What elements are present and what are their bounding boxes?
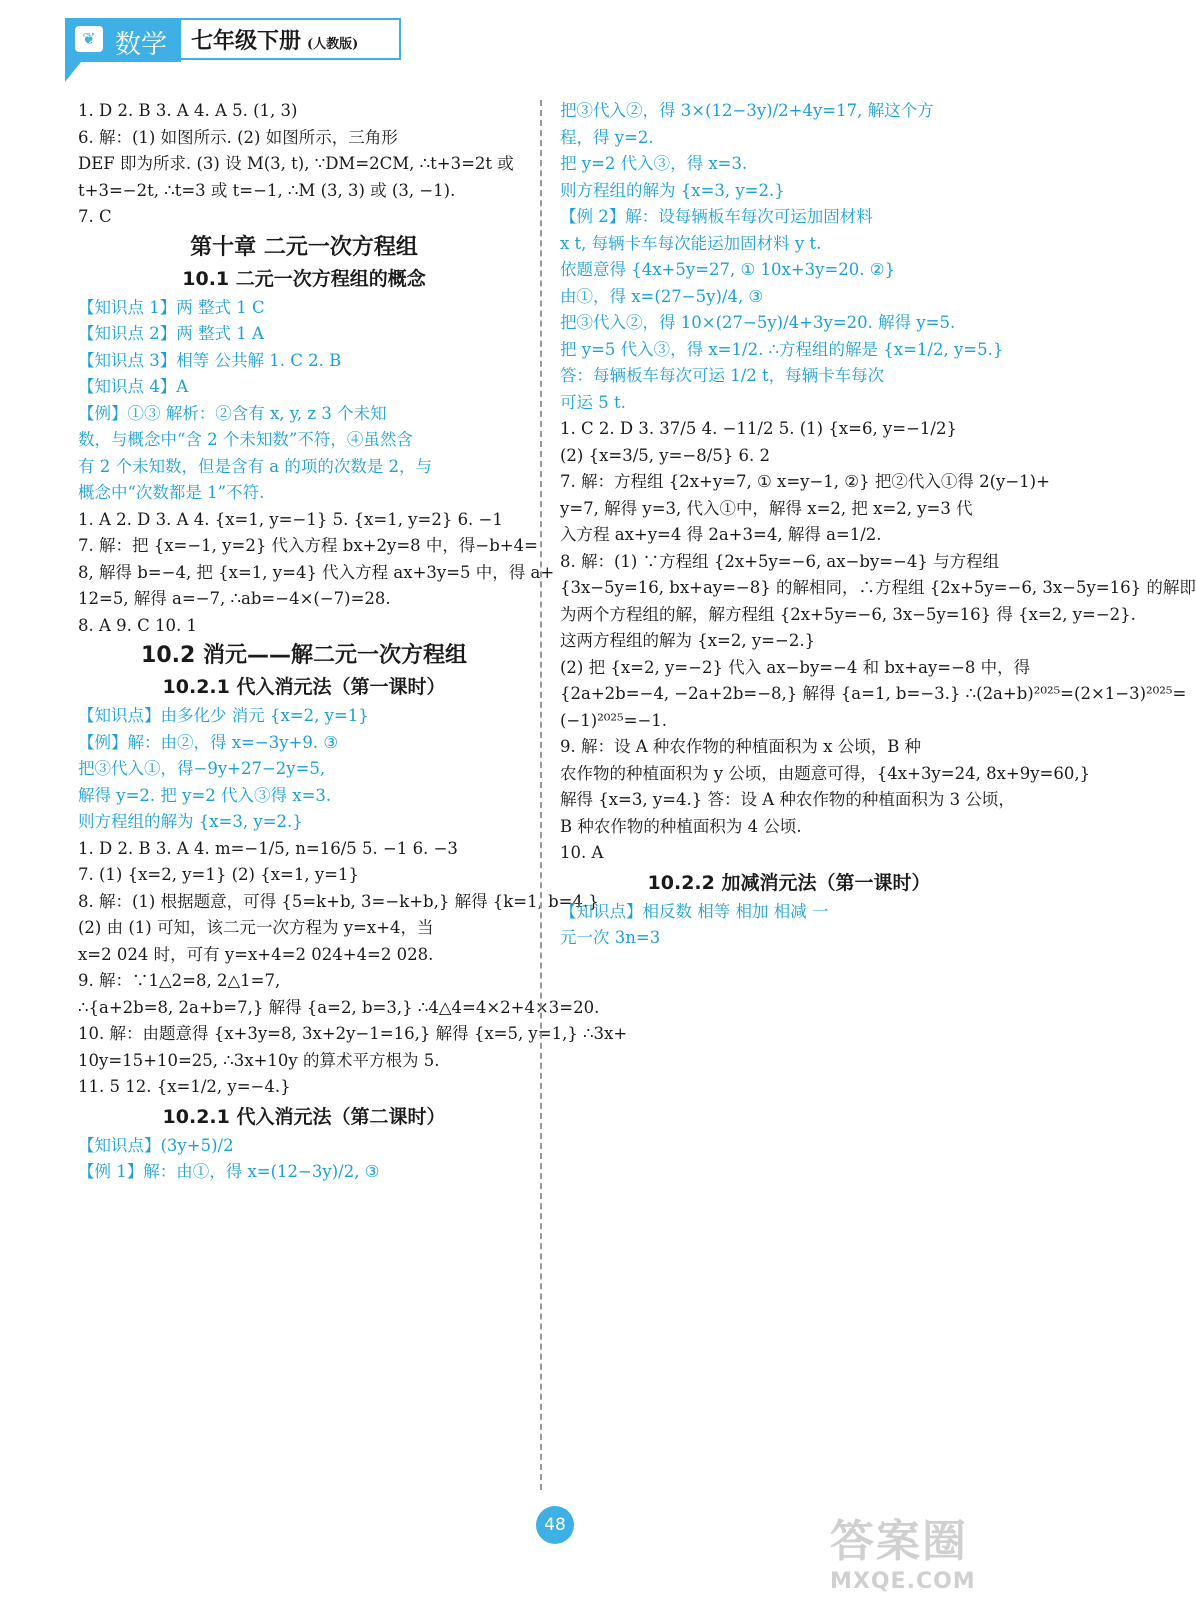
answer-line: 农作物的种植面积为 y 公顷，由题意可得，{4x+3y=24, 8x+9y=60,}	[560, 763, 1091, 783]
answer-line: (2) 把 {x=2, y=−2} 代入 ax−by=−4 和 bx+ay=−8 中，得	[560, 657, 1031, 677]
answer-line: 则方程组的解为 {x=3, y=2.}	[78, 812, 303, 831]
answer-line: 元一次 3n=3	[560, 928, 661, 947]
answer-line: 这两方程组的解为 {x=2, y=−2.}	[560, 631, 816, 650]
answer-line: 解得 {x=3, y=4.} 答：设 A 种农作物的种植面积为 3 公顷，	[560, 790, 1015, 809]
book-title: 七年级下册	[191, 28, 302, 54]
answer-line: 数，与概念中“含 2 个未知数”不符，④虽然含	[78, 430, 413, 449]
answer-line: 【知识点 2】两 整式 1 A	[78, 324, 264, 343]
answer-line: 【知识点】由多化少 消元 {x=2, y=1}	[78, 706, 369, 725]
answer-line: B 种农作物的种植面积为 4 公顷.	[560, 816, 802, 836]
answer-line: 入方程 ax+y=4 得 2a+3=4, 解得 a=1/2.	[560, 525, 882, 544]
answer-line: x=2 024 时，可有 y=x+4=2 024+4=2 028.	[78, 944, 434, 964]
watermark-url: MXQE.COM	[830, 1569, 976, 1594]
answer-line: 程，得 y=2.	[560, 127, 654, 147]
answer-line: 概念中“次数都是 1”不符.	[78, 483, 265, 502]
tab-corner	[65, 62, 81, 82]
answer-line: DEF 即为所求. (3) 设 M(3, t), ∵DM=2CM, ∴t+3=2t 或	[78, 154, 514, 173]
section-heading: 10.2.2 加减消元法（第一课时）	[647, 871, 931, 894]
answer-line: 7. (1) {x=2, y=1} (2) {x=1, y=1}	[78, 865, 359, 884]
answer-line: 答：每辆板车每次可运 1/2 t，每辆卡车每次	[560, 366, 885, 385]
answer-line: 【例 2】解：设每辆板车每次可运加固材料	[560, 207, 873, 226]
answer-line: 可运 5 t.	[560, 392, 626, 412]
answer-line: 8. 解：(1) 根据题意，可得 {5=k+b, 3=−k+b,} 解得 {k=1, b=4.}	[78, 891, 599, 911]
answer-line: 6. 解：(1) 如图所示. (2) 如图所示，三角形	[78, 127, 398, 147]
answer-line: 把③代入①，得−9y+27−2y=5,	[78, 759, 326, 778]
answer-line: 把③代入②，得 10×(27−5y)/4+3y=20. 解得 y=5.	[560, 313, 956, 332]
page-number: 48	[536, 1506, 574, 1544]
answer-line: 把 y=2 代入③，得 x=3.	[560, 154, 748, 173]
answer-line: 【例】解：由②，得 x=−3y+9. ③	[78, 732, 339, 752]
answer-line: 把 y=5 代入③，得 x=1/2. ∴方程组的解是 {x=1/2, y=5.}	[560, 339, 1004, 359]
edition-label: (人教版)	[307, 37, 359, 52]
answer-line: 为两个方程组的解，解方程组 {2x+5y=−6, 3x−5y=16} 得 {x=2, y=−2}.	[560, 604, 1136, 624]
answer-line: 【知识点】(3y+5)/2	[78, 1135, 234, 1155]
watermark-logo: 答案圈	[830, 1516, 968, 1567]
answer-line: 7. 解：方程组 {2x+y=7, ① x=y−1, ②} 把②代入①得 2(y−1)+	[560, 472, 1050, 491]
answer-line: 1. D 2. B 3. A 4. m=−1/5, n=16/5 5. −1 6. −3	[78, 838, 458, 858]
answer-line: 【例】①③ 解析：②含有 x, y, z 3 个未知	[78, 403, 387, 423]
answer-line: 依题意得 {4x+5y=27, ① 10x+3y=20. ②}	[560, 260, 896, 279]
answer-line: 8. 解：(1) ∵方程组 {2x+5y=−6, ax−by=−4} 与方程组	[560, 551, 1000, 571]
answer-line: 1. D 2. B 3. A 4. A 5. (1, 3)	[78, 101, 298, 120]
answer-line: 由①，得 x=(27−5y)/4, ③	[560, 286, 764, 306]
answer-line: 【知识点 3】相等 公共解 1. C 2. B	[78, 350, 342, 370]
answer-line: 7. 解：把 {x=−1, y=2} 代入方程 bx+2y=8 中，得−b+4=	[78, 536, 538, 555]
answer-line: 9. 解：∵1△2=8, 2△1=7,	[78, 971, 281, 990]
answer-line: 【知识点】相反数 相等 相加 相减 一	[560, 901, 829, 921]
answer-line: 10y=15+10=25, ∴3x+10y 的算术平方根为 5.	[78, 1050, 440, 1070]
answer-line: 11. 5 12. {x=1/2, y=−4.}	[78, 1077, 291, 1096]
answer-line: 7. C	[78, 207, 112, 226]
answer-line: 有 2 个未知数，但是含有 a 的项的次数是 2，与	[78, 456, 433, 476]
answer-line: 1. A 2. D 3. A 4. {x=1, y=−1} 5. {x=1, y=2} 6. −1	[78, 509, 503, 529]
answer-line: 1. C 2. D 3. 37/5 4. −11/2 5. (1) {x=6, y=−1/2}	[560, 419, 957, 438]
section-heading: 10.2.1 代入消元法（第二课时）	[162, 1105, 446, 1128]
answer-line: 10. 解：由题意得 {x+3y=8, 3x+2y−1=16,} 解得 {x=5, y=1,} ∴3x+	[78, 1024, 628, 1043]
section-heading: 10.2.1 代入消元法（第一课时）	[162, 676, 446, 698]
answer-line: 10. A	[560, 843, 604, 862]
answer-line: 【知识点 4】A	[78, 377, 189, 396]
answer-line: y=7, 解得 y=3, 代入①中，解得 x=2, 把 x=2, y=3 代	[560, 498, 973, 518]
book-title-box	[181, 18, 401, 60]
answer-line: 12=5, 解得 a=−7, ∴ab=−4×(−7)=28.	[78, 589, 391, 608]
section-heading: 10.1 二元一次方程组的概念	[182, 267, 426, 290]
answer-line: 8. A 9. C 10. 1	[78, 615, 197, 635]
section-heading: 10.2 消元——解二元一次方程组	[141, 643, 467, 668]
answer-line: x t, 每辆卡车每次能运加固材料 y t.	[560, 233, 822, 253]
answer-line: 【例 1】解：由①，得 x=(12−3y)/2, ③	[78, 1162, 380, 1181]
answer-line: 解得 y=2. 把 y=2 代入③得 x=3.	[78, 785, 332, 805]
answer-line: {3x−5y=16, bx+ay=−8} 的解相同，∴方程组 {2x+5y=−6, 3x−5y=16} 的解即	[560, 578, 1196, 597]
leaf-icon: ❦	[75, 26, 103, 52]
page-header	[65, 18, 405, 64]
answer-line: (2) 由 (1) 可知，该二元一次方程为 y=x+4，当	[78, 918, 434, 937]
section-heading: 第十章 二元一次方程组	[190, 234, 418, 260]
column-divider	[540, 100, 542, 1490]
answer-line: ∴{a+2b=8, 2a+b=7,} 解得 {a=2, b=3,} ∴4△4=4×2+4×3=20.	[78, 997, 600, 1017]
answer-line: (−1)²⁰²⁵=−1.	[560, 710, 668, 730]
answer-line: 【知识点 1】两 整式 1 C	[78, 297, 265, 317]
answer-line: 9. 解：设 A 种农作物的种植面积为 x 公顷，B 种	[560, 737, 922, 756]
answer-line: 8, 解得 b=−4, 把 {x=1, y=4} 代入方程 ax+3y=5 中，得 a+	[78, 562, 555, 582]
subject-label: 数学	[115, 30, 168, 60]
right-answer-column	[560, 98, 1196, 952]
answer-line: 则方程组的解为 {x=3, y=2.}	[560, 180, 785, 200]
watermark	[830, 1505, 1030, 1595]
answer-line: (2) {x=3/5, y=−8/5} 6. 2	[560, 445, 771, 465]
answer-line: t+3=−2t, ∴t=3 或 t=−1, ∴M (3, 3) 或 (3, −1).	[78, 180, 456, 200]
answer-line: 把③代入②，得 3×(12−3y)/2+4y=17, 解这个方	[560, 101, 934, 120]
answer-line: {2a+2b=−4, −2a+2b=−8,} 解得 {a=1, b=−3.} ∴(2a+b)²⁰²⁵=(2×1−3)²⁰²⁵=	[560, 684, 1187, 703]
